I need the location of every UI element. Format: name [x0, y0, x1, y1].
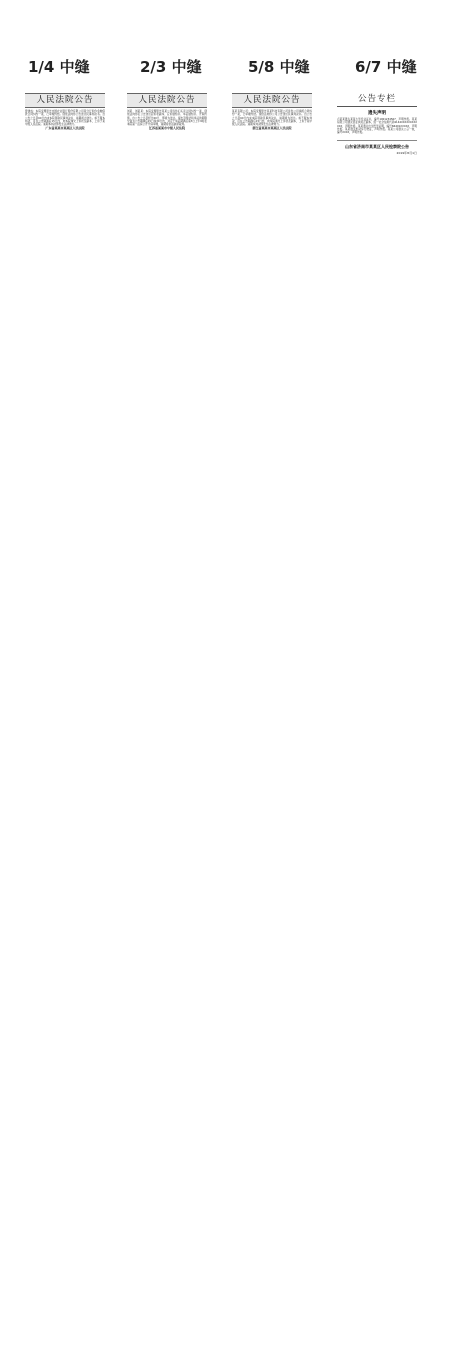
notice-paragraph: 刘某、刘某某：本院受理原告某某公司诉你们买卖合同纠纷一案，现依法向你们公告送达起诉状副本、应诉通知书、举证通知书、开庭传票。自公告之日起经过60日，即视为送达。提出答辩状和举证的期限分别为公告期满后15日和30日内，并定于举证期满后第3日上午9时在本院第一法庭公开开庭审理，逾期将依法缺席裁判。 [127, 110, 207, 127]
column-header-2: 2/3 中缝 [140, 58, 202, 76]
notice-column-2 [127, 93, 207, 1329]
section-title: 遗失声明 [368, 111, 386, 116]
footer-notice [337, 140, 417, 155]
notice-body [25, 110, 105, 131]
notice-column-3 [232, 93, 312, 1329]
column-header-3: 5/8 中缝 [248, 58, 310, 76]
notice-body [337, 118, 417, 134]
notice-column-1 [25, 93, 105, 1329]
column-header-4: 6/7 中缝 [355, 58, 417, 76]
notice-paragraph: 卢某某遗失某某大学毕业证书，编号1001234567，声明作废。某某有限公司遗失营业执照正副本，统一社会信用代码9144XXXXXXXXXXXX，声明作废。某某遗失出生医学证明，编号N4401XXXXX，声明作废。某某遗失机动车行驶证，声明作废。某某公司遗失公章一枚，编号XXXX，声明作废。 [337, 118, 417, 135]
column-banner: 人民法院公告 [25, 93, 105, 108]
notice-paragraph: 某某有限公司：本院受理原告某某科技有限公司诉你公司承揽合同纠纷一案，已审理终结。现依法向你公司公告送达民事判决书。自公告之日起60日内来本院领取民事判决书，逾期视为送达。如不服本判决，可在公告期满后15日内，向本院递交上诉状及副本，上诉于某中级人民法院。逾期本判决即发生法律效力。 [232, 110, 312, 127]
court-name: 广东省某某市某某区人民法院 [45, 126, 85, 131]
notice-body [127, 110, 207, 131]
notice-column-4 [337, 93, 417, 1329]
column-banner: 公告专栏 [337, 93, 417, 107]
notice-paragraph: 曾建成：本院受理原告中国农业银行股份有限公司某分行诉你金融借款合同纠纷一案，已审理终结。现依法向你公告送达民事判决书。自公告之日起60日内来本院领取民事判决书，逾期视为送达。如不服本判决，可在公告期满后15日内，向本院递交上诉状及副本，上诉于某中级人民法院。逾期本判决即发生法律效力。 [25, 110, 105, 127]
notice-body [232, 110, 312, 131]
footer-title: 山东省济南市某某区人民检察院公告 [345, 144, 409, 150]
court-name: 浙江省某某市某某区人民法院 [252, 126, 292, 131]
court-name: 江苏省某某市中级人民法院 [148, 126, 185, 131]
column-header-1: 1/4 中缝 [28, 58, 90, 76]
column-banner: 人民法院公告 [232, 93, 312, 108]
column-banner: 人民法院公告 [127, 93, 207, 108]
footer-date: 2019年8月1日 [396, 151, 417, 156]
